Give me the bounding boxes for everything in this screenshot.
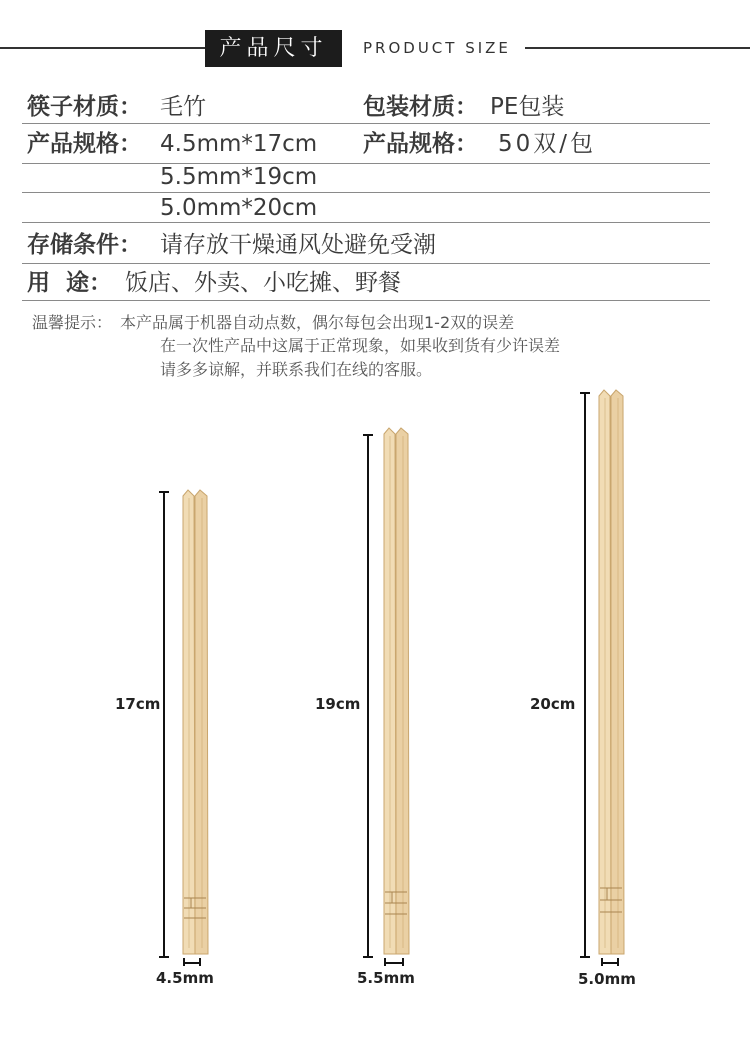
length-label: 20cm	[530, 695, 576, 713]
width-dimension-bar	[184, 962, 200, 964]
spec-row-size-2	[22, 164, 710, 193]
length-dimension-cap	[363, 956, 373, 958]
chopstick-pair	[381, 426, 415, 958]
length-dimension-cap	[159, 956, 169, 958]
spec-value-2: 5.5mm*19cm	[160, 164, 318, 190]
width-dimension-bar	[385, 962, 403, 964]
length-label: 19cm	[315, 695, 361, 713]
spec-value-3: 5.0mm*20cm	[160, 195, 318, 221]
storage-label: 存储条件：	[27, 232, 142, 258]
width-dimension-tick	[601, 958, 603, 966]
width-dimension-tick	[183, 958, 185, 966]
header-rule-right	[525, 47, 750, 49]
length-dimension-line	[584, 393, 586, 958]
width-dimension-tick	[402, 958, 404, 966]
spec2-label: 产品规格：	[363, 131, 478, 157]
width-dimension-bar	[602, 962, 618, 964]
chopstick-pair	[596, 388, 630, 958]
length-dimension-line	[367, 435, 369, 958]
material-label: 筷子材质：	[27, 94, 142, 120]
note-label: 温馨提示：	[32, 313, 113, 332]
width-dimension-tick	[617, 958, 619, 966]
width-dimension-tick	[384, 958, 386, 966]
note-line-1: 本产品属于机器自动点数，偶尔每包会出现1-2双的误差	[120, 313, 515, 332]
section-title-en: PRODUCT SIZE	[363, 39, 511, 57]
chopstick-pair	[180, 488, 214, 958]
width-dimension-tick	[199, 958, 201, 966]
spec-row-size-3	[22, 193, 710, 223]
usage-value: 饭店、外卖、小吃摊、野餐	[125, 270, 401, 296]
storage-value: 请存放干燥通风处避免受潮	[160, 232, 436, 258]
length-dimension-line	[163, 492, 165, 958]
spec-value-1: 4.5mm*17cm	[160, 131, 318, 157]
width-label: 5.5mm	[357, 969, 415, 987]
length-dimension-cap	[363, 434, 373, 436]
package-label: 包装材质：	[363, 94, 478, 120]
spec-label: 产品规格：	[27, 131, 142, 157]
length-dimension-cap	[159, 491, 169, 493]
package-value: PE包装	[490, 94, 565, 120]
section-title: 产品尺寸	[205, 30, 342, 67]
spec2-value: 50双/包	[498, 131, 597, 157]
width-label: 5.0mm	[578, 970, 636, 988]
length-label: 17cm	[115, 695, 161, 713]
material-value: 毛竹	[160, 94, 206, 120]
header-rule-left	[0, 47, 205, 49]
note-line-3: 请多多谅解，并联系我们在线的客服。	[160, 360, 433, 379]
length-dimension-cap	[580, 392, 590, 394]
note-line-2: 在一次性产品中这属于正常现象，如果收到货有少许误差	[160, 336, 561, 355]
width-label: 4.5mm	[156, 969, 214, 987]
length-dimension-cap	[580, 956, 590, 958]
usage-label: 用 途：	[27, 270, 113, 296]
